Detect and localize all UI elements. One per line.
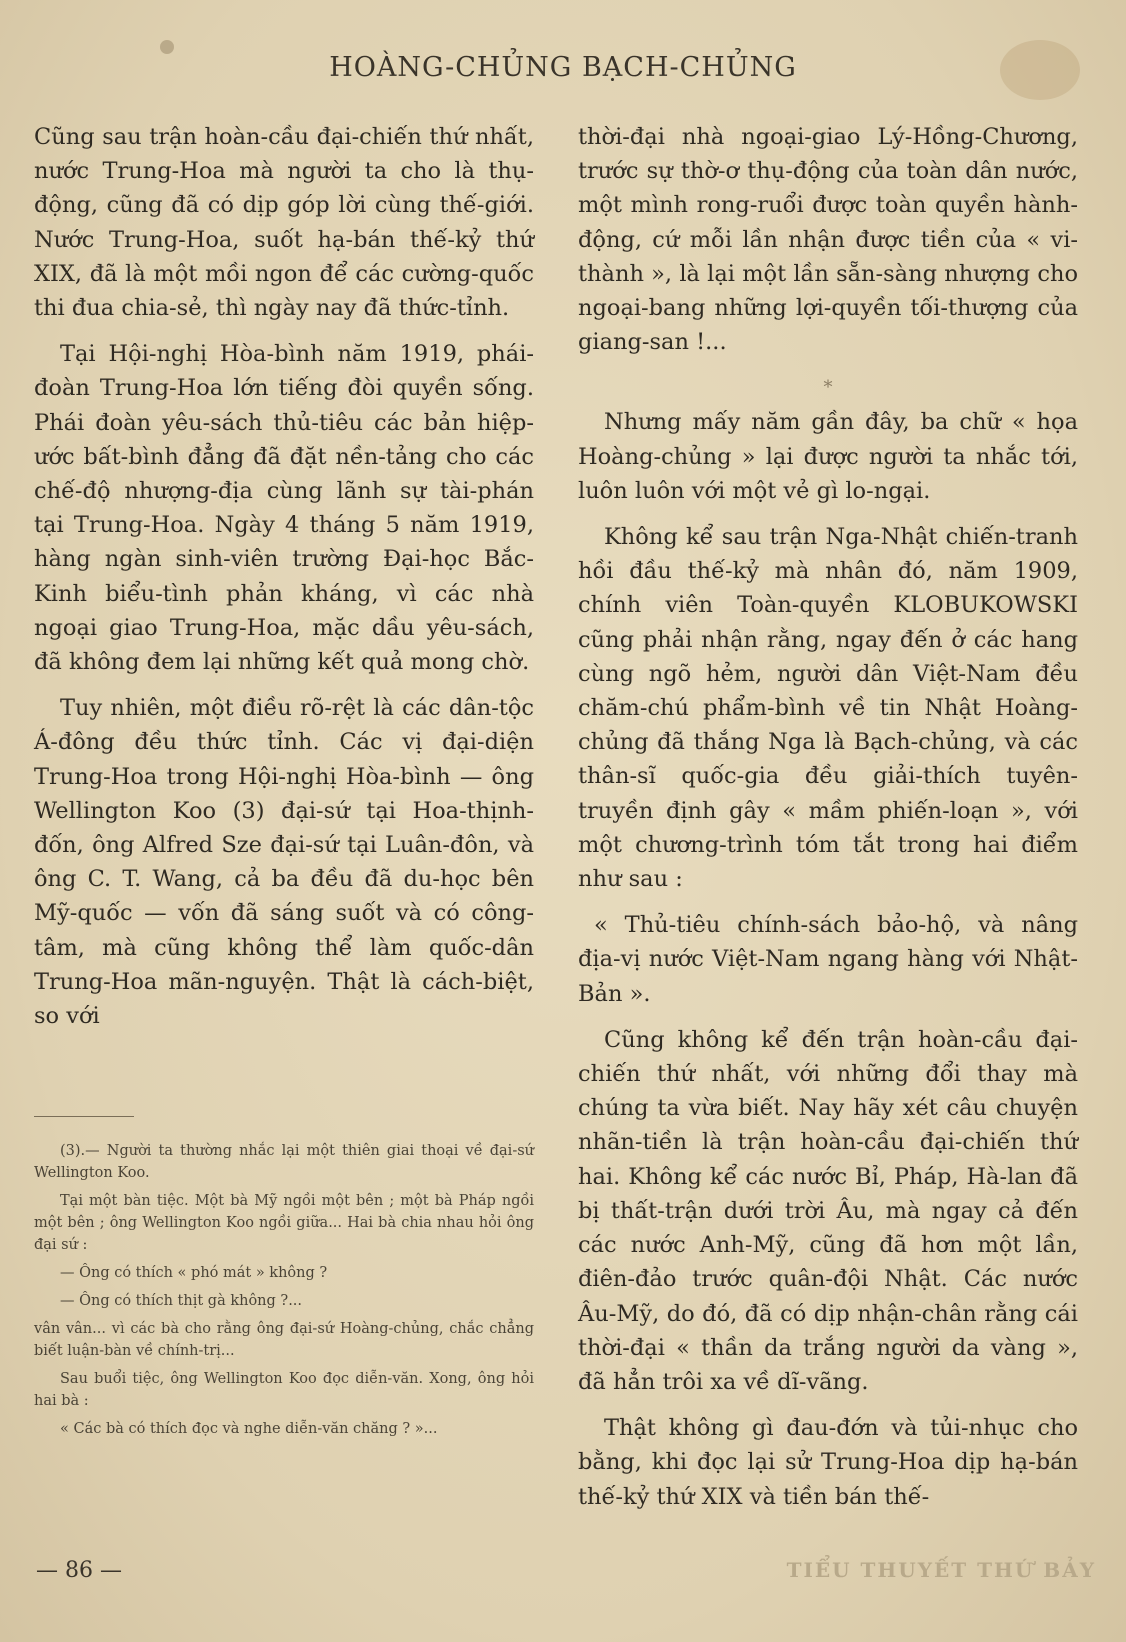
paragraph: Thật không gì đau-đớn và tủi-nhục cho bằng, khi đọc lại sử Trung-Hoa dịp hạ-bán thế-kỷ thứ XIX và tiền bán thế- bbox=[578, 1415, 1078, 1510]
paragraph: Cũng không kể đến trận hoàn-cầu đại-chiến thứ nhất, với những đổi thay mà chúng ta vừa biết. Nay hãy xét câu chuyện nhãn-tiền là trận hoàn-cầu đại-chiến thứ hai. Không kể các nước Bỉ, Pháp, Hà-lan đã bị thất-trận dưới trời Âu, mà ngay cả đến các nước Anh-Mỹ, cũng đã hơn một lần, điên-đảo trước quân-đội Nhật. Các nước Âu-Mỹ, do đó, đã có dịp nhận-chân rằng cái thời-đại « thần da trắng người da vàng », đã hẳn trôi xa về dĩ-vãng. bbox=[578, 1026, 1078, 1395]
footnotes bbox=[34, 1140, 534, 1446]
footnote-line: Tại một bàn tiệc. Một bà Mỹ ngồi một bên ; một bà Pháp ngồi một bên ; ông Wellington Koo ngồi giữa... Hai bà chia nhau hỏi ông đại sứ : bbox=[34, 1193, 534, 1253]
footnote-line: « Các bà có thích đọc và nghe diễn-văn chăng ? »... bbox=[60, 1421, 438, 1437]
footnote-divider bbox=[34, 1116, 134, 1117]
section-mark: * bbox=[823, 377, 833, 399]
paragraph: Nhưng mấy năm gần đây, ba chữ « họa Hoàng-chủng » lại được người ta nhắc tới, luôn luôn với một vẻ gì lo-ngại. bbox=[578, 409, 1078, 504]
page-header: HOÀNG-CHỦNG BẠCH-CHỦNG bbox=[329, 52, 797, 83]
page-number: — 86 — bbox=[36, 1558, 122, 1583]
paragraph: Không kể sau trận Nga-Nhật chiến-tranh hồi đầu thế-kỷ mà nhân đó, năm 1909, chính viên Toàn-quyền KLOBUKOWSKI cũng phải nhận rằng, ngay đến ở các hang cùng ngõ hẻm, người dân Việt-Nam đều chăm-chú phẩm-bình về tin Nhật Hoàng-chủng đã thắng Nga là Bạch-chủng, và các thân-sĩ quốc-gia đều giải-thích tuyên-truyền định gây « mầm phiến-loạn », với một chương-trình tóm tắt trong hai điểm như sau : bbox=[578, 524, 1078, 893]
journal-name: TIỂU THUYẾT THỨ BẢY bbox=[786, 1558, 1096, 1582]
right-column bbox=[578, 120, 1078, 1526]
quote-paragraph: « Thủ-tiêu chính-sách bảo-hộ, và nâng địa-vị nước Việt-Nam ngang hàng với Nhật-Bản ». bbox=[578, 912, 1078, 1007]
footnote-line: — Ông có thích « phó mát » không ? bbox=[60, 1265, 328, 1281]
paragraph: Tuy nhiên, một điều rõ-rệt là các dân-tộc Á-đông đều thức tỉnh. Các vị đại-diện Trung-Hoa trong Hội-nghị Hòa-bình — ông Wellington Koo (3) đại-sứ tại Hoa-thịnh-đốn, ông Alfred Sze đại-sứ tại Luân-đôn, và ông C. T. Wang, cả ba đều đã du-học bên Mỹ-quốc — vốn đã sáng suốt và có công-tâm, mà cũng không thể làm quốc-dân Trung-Hoa mãn-nguyện. Thật là cách-biệt, so với bbox=[34, 695, 534, 1030]
left-column bbox=[34, 120, 534, 1045]
paragraph: Cũng sau trận hoàn-cầu đại-chiến thứ nhất, nước Trung-Hoa mà người ta cho là thụ-động, cũng đã có dịp góp lời cùng thế-giới. Nước Trung-Hoa, suốt hạ-bán thế-kỷ thứ XIX, đã là một mồi ngon để các cường-quốc thi đua chia-sẻ, thì ngày nay đã thức-tỉnh. bbox=[34, 124, 534, 322]
footnote-line: (3).— Người ta thường nhắc lại một thiên giai thoại về đại-sứ Wellington Koo. bbox=[34, 1143, 534, 1181]
footnote-line: vân vân... vì các bà cho rằng ông đại-sứ Hoàng-chủng, chắc chẳng biết luận-bàn về chính-trị... bbox=[34, 1321, 534, 1359]
paragraph: Tại Hội-nghị Hòa-bình năm 1919, phái-đoàn Trung-Hoa lớn tiếng đòi quyền sống. Phái đoàn yêu-sách thủ-tiêu các bản hiệp-ước bất-bình đẳng đã đặt nền-tảng cho các chế-độ nhượng-địa cùng lãnh sự tài-phán tại Trung-Hoa. Ngày 4 tháng 5 năm 1919, hàng ngàn sinh-viên trường Đại-học Bắc-Kinh biểu-tình phản kháng, vì các nhà ngoại giao Trung-Hoa, mặc dầu yêu-sách, đã không đem lại những kết quả mong chờ. bbox=[34, 341, 534, 676]
footnote-line: — Ông có thích thịt gà không ?... bbox=[60, 1293, 303, 1309]
paragraph: thời-đại nhà ngoại-giao Lý-Hồng-Chương, trước sự thờ-ơ thụ-động của toàn dân nước, một mình rong-ruổi được toàn quyền hành-động, cứ mỗi lần nhận được tiền của « vi-thành », là lại một lần sẵn-sàng nhượng cho ngoại-bang những lợi-quyền tối-thượng của giang-san !... bbox=[578, 124, 1078, 356]
footnote-line: Sau buổi tiệc, ông Wellington Koo đọc diễn-văn. Xong, ông hỏi hai bà : bbox=[34, 1371, 534, 1409]
